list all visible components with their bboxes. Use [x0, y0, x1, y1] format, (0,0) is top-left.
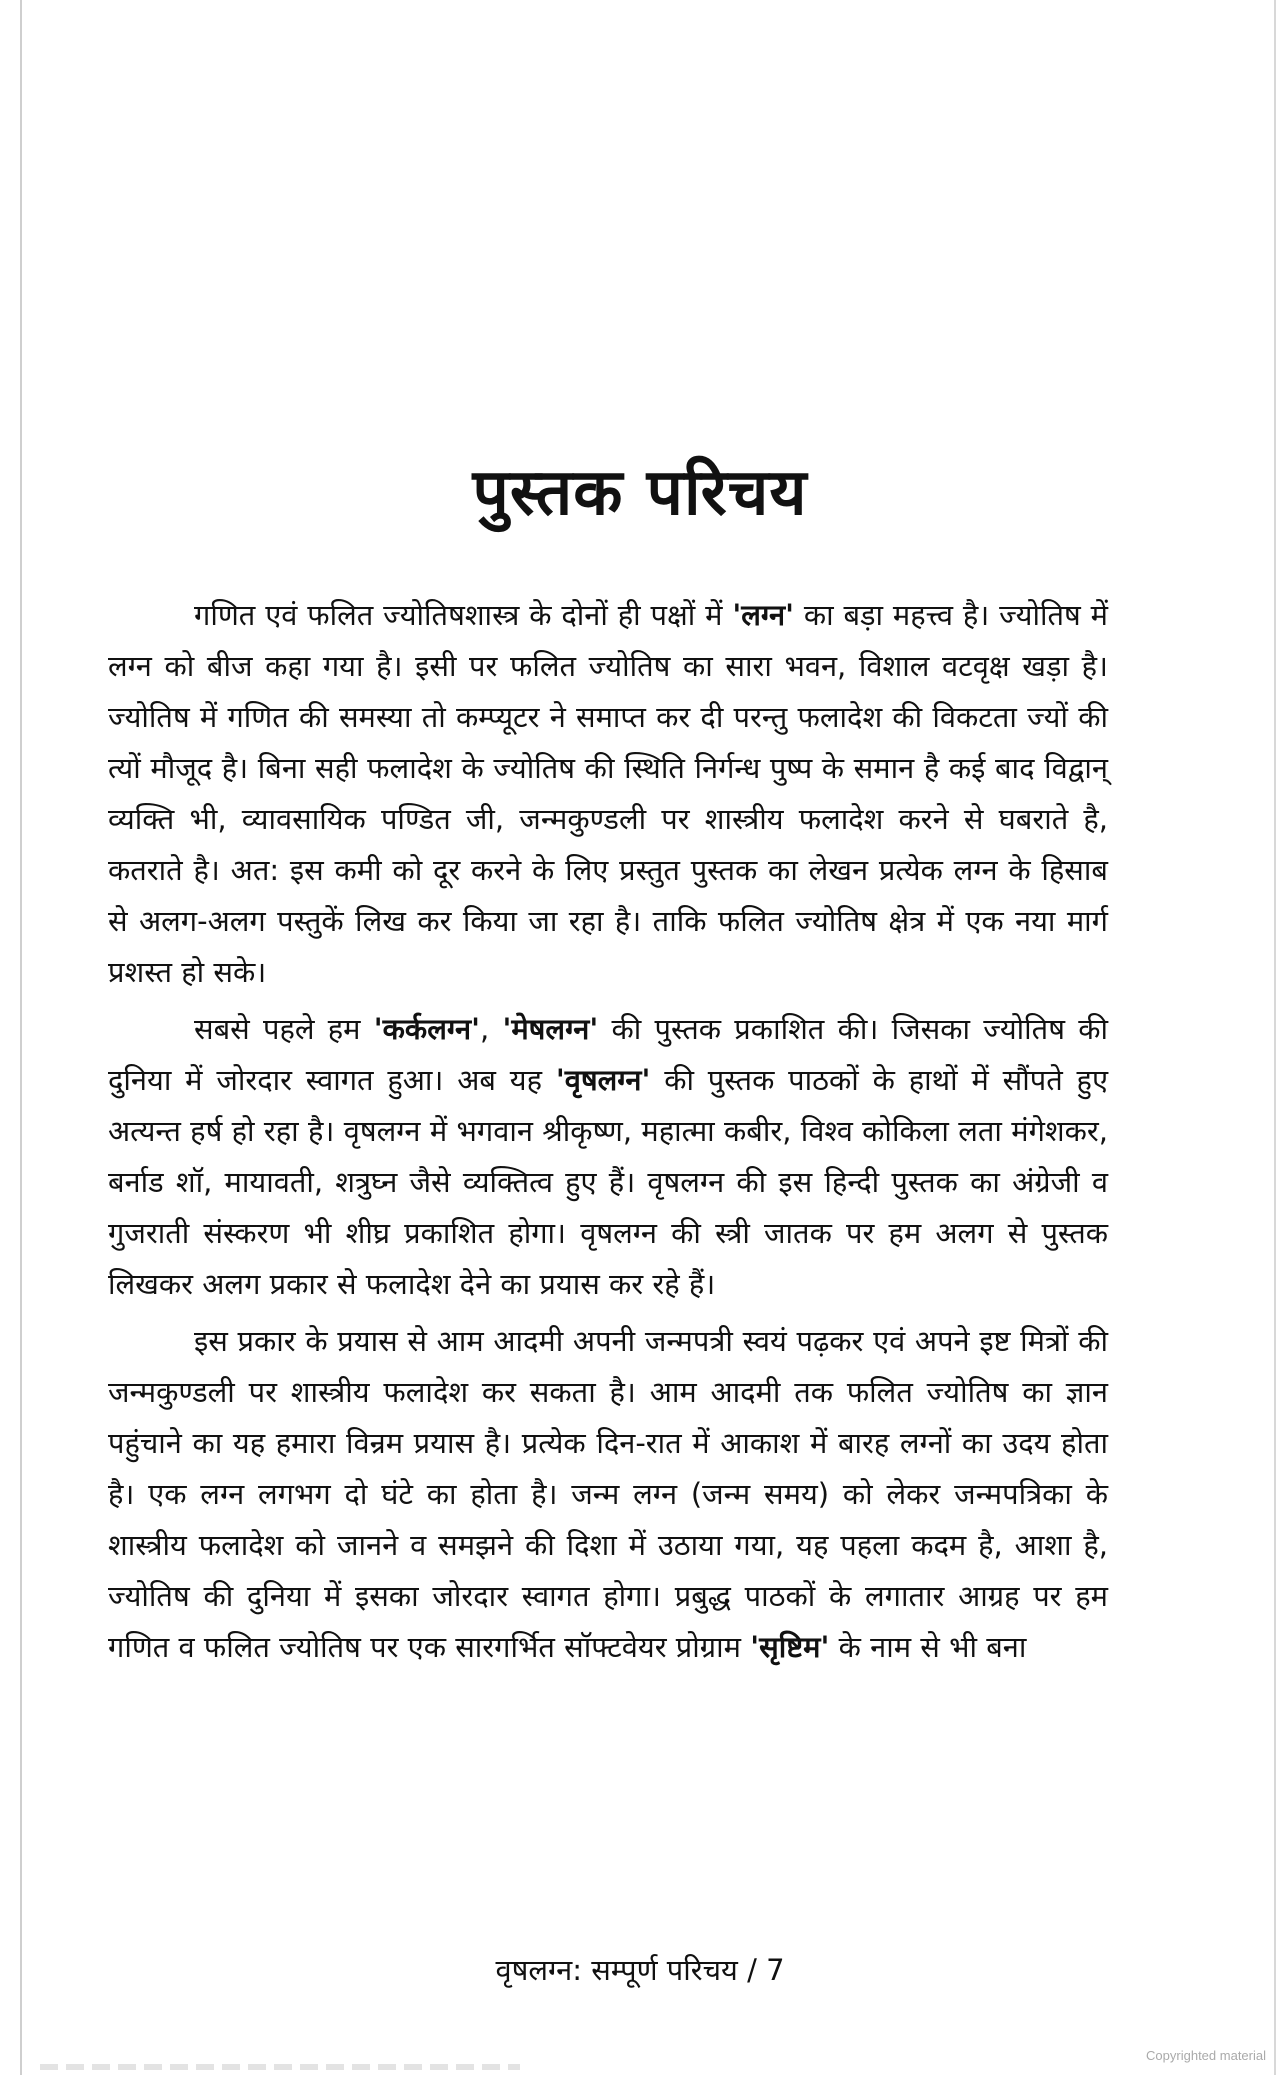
emphasis-srishtim: 'सृष्टिम' — [750, 1630, 830, 1664]
text-segment: की पुस्तक प्रकाशित की। जिसका ज्योतिष की दुनिया में जोरदार स्वागत हुआ। अब यह — [108, 1012, 1109, 1097]
page-edge-right — [1274, 0, 1276, 2075]
paragraph-1 — [108, 590, 1108, 998]
page-title: पुस्तक परिचय — [472, 455, 808, 530]
copyright-watermark: Copyrighted material — [1146, 2048, 1266, 2063]
text-segment: सबसे पहले हम — [194, 1012, 374, 1046]
page-footer: वृषलग्न: सम्पूर्ण परिचय / 7 — [495, 1953, 785, 1987]
text-segment: गणित एवं फलित ज्योतिषशास्त्र के दोनों ही पक्षों में — [194, 598, 733, 632]
page-edge-left — [20, 0, 22, 2075]
text-segment: इस प्रकार के प्रयास से आम आदमी अपनी जन्मपत्री स्वयं पढ़कर एवं अपने इष्ट मित्रों की जन्मकुण्डली पर शास्त्रीय फलादेश कर सकता है। आम आदमी तक फलित ज्योतिष का ज्ञान पहुंचाने का यह हमारा विन्रम प्रयास है। प्रत्येक दिन-रात में आकाश में बारह लग्नों का उदय होता है। एक लग्न लगभग दो घंटे का होता है। जन्म लग्न (जन्म समय) को लेकर जन्मपत्रिका के शास्त्रीय फलादेश को जानने व समझने की दिशा में उठाया गया, यह पहला कदम है, आशा है, ज्योतिष की दुनिया में इसका जोरदार स्वागत होगा। प्रबुद्ध पाठकों के लगातार आग्रह पर हम गणित व फलित ज्योतिष पर एक सारगर्भित सॉफ्टवेयर प्रोग्राम — [108, 1324, 1108, 1664]
text-segment: का बड़ा महत्त्व है। ज्योतिष में लग्न को बीज कहा गया है। इसी पर फलित ज्योतिष का सारा भवन, विशाल वटवृक्ष खड़ा है। ज्योतिष में गणित की समस्या तो कम्प्यूटर ने समाप्त कर दी परन्तु फलादेश की विकटता ज्यों की त्यों मौजूद है। बिना सही फलादेश के ज्योतिष की स्थिति निर्गन्ध पुष्प के समान है कई बाद विद्वान् व्यक्ति भी, व्यावसायिक पण्डित जी, जन्मकुण्डली पर शास्त्रीय फलादेश करने से घबराते है, कतराते है। अत: इस कमी को दूर करने के लिए प्रस्तुत पुस्तक का लेखन प्रत्येक लग्न के हिसाब से अलग-अलग पस्तुकें लिख कर किया जा रहा है। ताकि फलित ज्योतिष क्षेत्र में एक नया मार्ग प्रशस्त हो सके। — [108, 598, 1108, 989]
scan-artifact-bar — [40, 2064, 520, 2070]
text-segment: , — [479, 1012, 503, 1046]
emphasis-karklagna: 'कर्कलग्न' — [373, 1012, 480, 1046]
text-segment: की पुस्तक पाठकों के हाथों में सौंपते हुए अत्यन्त हर्ष हो रहा है। वृषलग्न में भगवान श्रीकृष्ण, महात्मा कबीर, विश्व कोकिला लता मंगेशकर, बर्नाड शॉ, मायावती, शत्रुघ्न जैसे व्यक्तित्व हुए हैं। वृषलग्न की इस हिन्दी पुस्तक का अंग्रेजी व गुजराती संस्करण भी शीघ्र प्रकाशित होगा। वृषलग्न की स्त्री जातक पर हम अलग से पुस्तक लिखकर अलग प्रकार से फलादेश देने का प्रयास कर रहे हैं। — [108, 1063, 1108, 1301]
paragraph-2 — [108, 1004, 1108, 1310]
body-text — [108, 590, 1108, 1679]
text-segment: के नाम से भी बना — [829, 1630, 1027, 1664]
emphasis-meshlagna: 'मेषलग्न' — [502, 1012, 599, 1046]
emphasis-vrishlagna: 'वृषलग्न' — [555, 1063, 651, 1097]
paragraph-3 — [108, 1316, 1108, 1673]
emphasis-lagna: 'लग्न' — [732, 598, 794, 632]
